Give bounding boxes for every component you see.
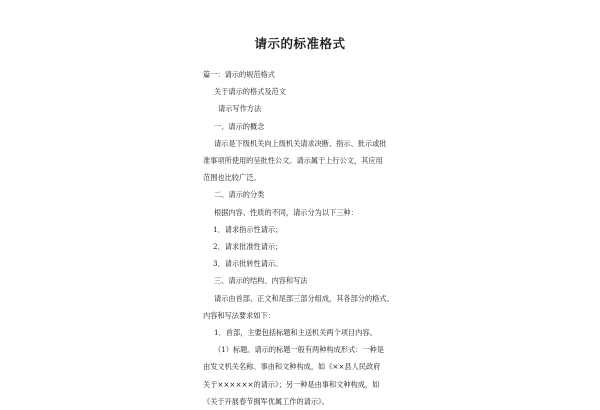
document-line: 内容和写法要求如下： [203,310,275,320]
document-line: 篇一：请示的规范格式 [203,70,275,79]
document-line: 《关于开展春节拥军优属工作的请示》。 [203,396,329,406]
document-line: 一、请示的概念 [214,121,265,131]
document-line: 关于请示的格式及范文 [214,87,286,97]
document-line: 1．首部，主要包括标题和主送机关两个项目内容。 [214,328,377,338]
document-line: 二、请示的分类 [214,190,265,200]
document-line: 准事项所使用的呈批性公文。请示属于上行公文，其应用 [203,156,383,166]
document-title: 请示的标准格式 [254,36,346,51]
document-line: 1．请求指示性请示； [213,224,283,234]
document-line: 请示是下级机关向上级机关请求决断、指示、批示或批 [214,138,387,148]
document-line: （1）标题。请示的标题一般有两种构成形式：一种是 [214,345,384,355]
document-line: 根据内容、性质的不同，请示分为以下三种： [214,207,358,217]
document-line: 请示写作方法 [218,104,262,114]
document-body [203,66,415,410]
document-line: 三、请示的结构、内容和写法 [214,276,308,286]
document-line: 3．请示批转性请示。 [213,259,283,269]
document-line: 范围也比较广泛。 [203,173,261,183]
document-line: 2．请求批准性请示； [213,242,283,252]
document-line: 关于××××××的请示》；另一种是由事和文种构成，如 [203,379,380,389]
document-line: 请示由首部、正文和尾部三部分组成，其各部分的格式、 [214,293,394,303]
document-line: 由发文机关名称、事由和文种构成，如《××县人民政府 [203,362,381,372]
